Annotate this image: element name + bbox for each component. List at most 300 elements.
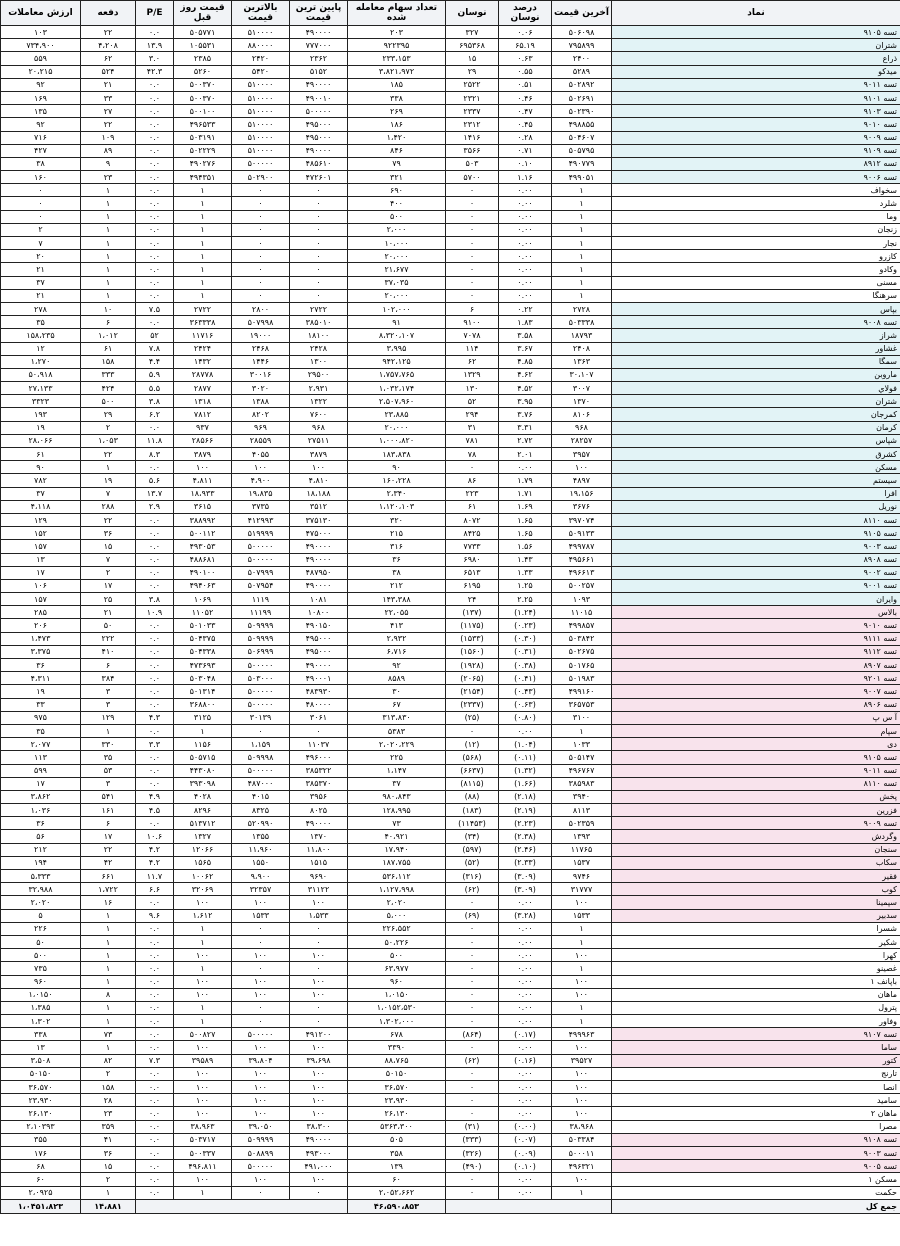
table-cell: ۹۰: [1, 461, 81, 474]
symbol-cell: وما: [612, 210, 900, 223]
table-cell: ۲۷۲۸: [552, 302, 612, 315]
table-cell: ۲،۳۴۰: [348, 487, 446, 500]
table-row[interactable]: [1, 448, 900, 461]
table-cell: ۱۵۸: [81, 355, 136, 368]
table-cell: ۲۹: [446, 65, 499, 78]
table-cell: ۰.۰۰: [499, 276, 552, 289]
table-cell: ۱۸،۱۸۸: [290, 487, 348, 500]
table-cell: ۱: [81, 962, 136, 975]
table-row[interactable]: [1, 1146, 900, 1159]
table-row[interactable]: [1, 606, 900, 619]
table-cell: ۳۰۲۰: [232, 382, 290, 395]
table-cell: ۳۹،۸۰۴: [232, 1054, 290, 1067]
table-row[interactable]: [1, 421, 900, 434]
table-row[interactable]: [1, 922, 900, 935]
table-cell: ۱.۵۶: [499, 540, 552, 553]
table-cell: ۵۰۱۰۳۳: [174, 619, 232, 632]
symbol-cell: تسه ۹۱۰۵: [612, 527, 900, 540]
table-row[interactable]: [1, 1160, 900, 1173]
table-row[interactable]: [1, 1067, 900, 1080]
table-row[interactable]: [1, 408, 900, 421]
column-header[interactable]: درصد نوسان: [499, 1, 552, 26]
table-cell: ۰: [232, 237, 290, 250]
table-cell: ۳: [81, 685, 136, 698]
table-cell: ۰.۰: [136, 1160, 174, 1173]
table-cell: ۵۴۲۰: [232, 65, 290, 78]
table-row[interactable]: [1, 1041, 900, 1054]
column-header[interactable]: نوسان: [446, 1, 499, 26]
table-cell: ۱۰۰: [552, 896, 612, 909]
table-row[interactable]: [1, 909, 900, 922]
table-cell: ۱۰۰: [174, 975, 232, 988]
column-header[interactable]: تعداد سهام معامله شده: [348, 1, 446, 26]
table-cell: ۵.۶: [136, 474, 174, 487]
table-cell: ۵۲: [446, 395, 499, 408]
column-header[interactable]: قیمت روز قبل: [174, 1, 232, 26]
table-cell: ۴۱۰: [81, 645, 136, 658]
table-cell: ۱۹۴: [1, 856, 81, 869]
table-cell: (۲.۳۸): [499, 830, 552, 843]
table-cell: ۵۱۰۰۰۰: [232, 131, 290, 144]
table-cell: ۰: [290, 223, 348, 236]
table-cell: ۵۹۹: [1, 764, 81, 777]
table-row[interactable]: [1, 777, 900, 790]
table-cell: ۰.۰: [136, 619, 174, 632]
table-cell: ۴۱۲۹۹۳: [232, 513, 290, 526]
symbol-cell: وگردش: [612, 830, 900, 843]
table-cell: ۸۶: [446, 474, 499, 487]
table-row[interactable]: [1, 645, 900, 658]
column-header[interactable]: پایین ترین قیمت: [290, 1, 348, 26]
table-row[interactable]: [1, 1107, 900, 1120]
table-cell: (۱۱۴۵۳): [446, 817, 499, 830]
table-cell: ۱۰۰: [552, 1094, 612, 1107]
table-cell: ۹۱: [348, 316, 446, 329]
table-cell: ۴،۸۱۰: [290, 474, 348, 487]
table-row[interactable]: [1, 65, 900, 78]
table-cell: ۷۰۷۸: [446, 329, 499, 342]
table-cell: ۱۰۰: [174, 1041, 232, 1054]
table-row[interactable]: [1, 26, 900, 39]
table-cell: (۰.۰۷): [499, 1133, 552, 1146]
table-row[interactable]: [1, 237, 900, 250]
table-row[interactable]: [1, 527, 900, 540]
table-cell: ۳۳۸: [1, 1028, 81, 1041]
table-row[interactable]: [1, 632, 900, 645]
column-header[interactable]: دفعه: [81, 1, 136, 26]
table-row[interactable]: [1, 223, 900, 236]
table-cell: ۲۲۵: [348, 751, 446, 764]
table-cell: (۶۲): [446, 1054, 499, 1067]
symbol-cell: کرمان: [612, 421, 900, 434]
table-cell: ۰: [232, 276, 290, 289]
table-row[interactable]: [1, 316, 900, 329]
total-volume: ۴۶،۵۹۰،۸۵۳: [348, 1199, 446, 1213]
table-row[interactable]: [1, 1133, 900, 1146]
table-row[interactable]: [1, 738, 900, 751]
table-cell: ۱۹: [1, 685, 81, 698]
table-cell: ۱: [174, 276, 232, 289]
table-cell: ۱: [552, 962, 612, 975]
table-cell: ۵۰۷۹۹۸: [232, 316, 290, 329]
table-cell: ۶: [81, 316, 136, 329]
table-row[interactable]: [1, 210, 900, 223]
table-cell: ۰.۰: [136, 751, 174, 764]
table-row[interactable]: [1, 870, 900, 883]
table-cell: ۳۹۵۲۷: [552, 1054, 612, 1067]
table-cell: ۰.۰: [136, 1107, 174, 1120]
table-cell: ۳۳۰: [81, 738, 136, 751]
table-cell: ۰.۰: [136, 171, 174, 184]
table-cell: ۱۳.۷: [136, 487, 174, 500]
table-cell: ۹۸۰،۸۴۳: [348, 790, 446, 803]
table-cell: ۰.۰: [136, 1120, 174, 1133]
table-cell: (۰.۳۱): [499, 645, 552, 658]
table-cell: ۱۵۳۳: [232, 909, 290, 922]
column-header[interactable]: آخرین قیمت: [552, 1, 612, 26]
table-cell: (۸۸): [446, 790, 499, 803]
table-cell: ۷۶۰۰: [290, 408, 348, 421]
table-cell: ۱،۴۷۳: [1, 632, 81, 645]
table-cell: ۱۱۷۶۵: [552, 843, 612, 856]
table-row[interactable]: [1, 276, 900, 289]
table-cell: ۰.۲۲: [499, 302, 552, 315]
table-row[interactable]: [1, 118, 900, 131]
table-row[interactable]: [1, 540, 900, 553]
table-cell: ۰.۰: [136, 513, 174, 526]
table-row[interactable]: [1, 698, 900, 711]
table-row[interactable]: [1, 197, 900, 210]
table-cell: ۳.۸: [136, 593, 174, 606]
table-cell: ۶۹۸۰: [446, 553, 499, 566]
table-row[interactable]: [1, 619, 900, 632]
table-cell: ۶.۲: [136, 408, 174, 421]
table-cell: (۸۶۴): [446, 1028, 499, 1041]
table-row[interactable]: [1, 856, 900, 869]
table-cell: ۳،۸۶۲: [1, 790, 81, 803]
table-row[interactable]: [1, 962, 900, 975]
table-row[interactable]: [1, 659, 900, 672]
table-cell: (۲.۴۶): [499, 843, 552, 856]
table-row[interactable]: [1, 78, 900, 91]
table-cell: ۰.۰۰: [499, 1107, 552, 1120]
table-cell: ۵،۳۳۳: [1, 870, 81, 883]
table-cell: ۱۰۰: [552, 1107, 612, 1120]
table-row[interactable]: [1, 131, 900, 144]
table-cell: ۸۴۲۵: [446, 527, 499, 540]
table-cell: ۱: [81, 909, 136, 922]
table-cell: ۱،۲۷۰: [1, 355, 81, 368]
table-row[interactable]: [1, 1120, 900, 1133]
table-cell: ۱۵۸،۲۳۵: [1, 329, 81, 342]
table-cell: ۳۵: [1, 316, 81, 329]
table-row[interactable]: [1, 434, 900, 447]
table-cell: ۰.۰۰: [499, 263, 552, 276]
table-cell: ۱۰۰: [290, 1067, 348, 1080]
table-row[interactable]: [1, 685, 900, 698]
table-row[interactable]: [1, 289, 900, 302]
table-cell: ۵۰۶۰۹۸: [552, 26, 612, 39]
table-cell: ۴۹۵۰۰۰: [290, 131, 348, 144]
table-cell: ۳۳۸: [348, 91, 446, 104]
table-cell: ۱۰۶۹: [174, 593, 232, 606]
table-cell: ۷۳۴،۹۰۰: [1, 39, 81, 52]
table-row[interactable]: [1, 1028, 900, 1041]
table-row[interactable]: [1, 513, 900, 526]
table-cell: ۶۰: [1, 1173, 81, 1186]
table-cell: ۲۴۶۸: [232, 342, 290, 355]
table-cell: ۳۸،۹۶۳: [174, 1120, 232, 1133]
table-cell: ۵۰۰: [348, 949, 446, 962]
table-cell: ۱۰۰: [174, 1094, 232, 1107]
table-cell: ۱: [174, 935, 232, 948]
table-row[interactable]: [1, 157, 900, 170]
table-cell: ۲.۰۱: [499, 448, 552, 461]
table-cell: ۵۳: [81, 764, 136, 777]
table-row[interactable]: [1, 52, 900, 65]
table-cell: ۱: [81, 1001, 136, 1014]
table-cell: ۷۳: [81, 1028, 136, 1041]
table-row[interactable]: [1, 579, 900, 592]
table-cell: ۳.۳: [136, 738, 174, 751]
table-cell: ۰.۰: [136, 157, 174, 170]
total-spacer: [136, 1199, 348, 1213]
table-row[interactable]: [1, 975, 900, 988]
table-cell: ۴.۸۵: [499, 355, 552, 368]
table-cell: ۰.۰: [136, 237, 174, 250]
column-header[interactable]: P/E: [136, 1, 174, 26]
table-cell: ۱: [174, 197, 232, 210]
table-cell: ۶۲: [81, 52, 136, 65]
table-cell: ۱۳۰۰: [290, 355, 348, 368]
table-cell: ۵۶: [1, 830, 81, 843]
table-cell: ۰: [446, 935, 499, 948]
table-row[interactable]: [1, 764, 900, 777]
table-cell: ۱۱۰۱۵: [552, 606, 612, 619]
symbol-cell: شپاس: [612, 434, 900, 447]
table-row[interactable]: [1, 593, 900, 606]
table-cell: ۰.۰۰: [499, 461, 552, 474]
table-row[interactable]: [1, 171, 900, 184]
symbol-cell: سمگا: [612, 355, 900, 368]
table-cell: ۳۶: [81, 1146, 136, 1159]
table-cell: ۵۱۰۰۰۰: [232, 144, 290, 157]
table-cell: ۳۹۵۶: [290, 790, 348, 803]
table-cell: ۲۸: [81, 1094, 136, 1107]
table-cell: (۰.۱۰): [499, 1160, 552, 1173]
table-cell: ۲: [81, 566, 136, 579]
table-row[interactable]: [1, 105, 900, 118]
table-cell: ۵۰۵۱۴۷: [552, 751, 612, 764]
table-row[interactable]: [1, 368, 900, 381]
table-cell: ۲۳،۹۳۰: [348, 1094, 446, 1107]
table-row[interactable]: [1, 1186, 900, 1199]
table-cell: ۱،۰۱۵۲،۵۳۰: [348, 1001, 446, 1014]
table-cell: (۳.۰۹): [499, 883, 552, 896]
table-cell: ۴،۲۰۸: [81, 39, 136, 52]
table-row[interactable]: [1, 395, 900, 408]
table-cell: ۱۲۹: [1, 513, 81, 526]
table-cell: ۳،۳۷۵: [1, 645, 81, 658]
table-cell: ۳.۵۸: [499, 329, 552, 342]
table-cell: ۳۳: [81, 91, 136, 104]
column-header[interactable]: ارزش معاملات: [1, 1, 81, 26]
table-cell: ۴۷۵۰۰۰: [290, 527, 348, 540]
table-row[interactable]: [1, 672, 900, 685]
table-cell: ۹۰: [348, 461, 446, 474]
table-cell: ۵۰۳۱۹۱: [174, 131, 232, 144]
table-row[interactable]: [1, 830, 900, 843]
table-cell: ۳.۸: [136, 395, 174, 408]
table-cell: ۴۹۰۰۰۰: [290, 78, 348, 91]
table-row[interactable]: [1, 250, 900, 263]
table-cell: ۵۵۹: [1, 52, 81, 65]
table-cell: ۲۶۹: [348, 105, 446, 118]
symbol-cell: حکمت: [612, 1186, 900, 1199]
table-cell: ۴.۵۲: [499, 382, 552, 395]
table-cell: ۲۲۳: [446, 487, 499, 500]
table-cell: ۰: [232, 184, 290, 197]
table-cell: ۰.۰: [136, 1041, 174, 1054]
table-row[interactable]: [1, 329, 900, 342]
total-row: [1, 1199, 900, 1213]
table-cell: ۵۳۶۳،۳۰۰: [348, 1120, 446, 1133]
table-cell: ۰.۰۰: [499, 935, 552, 948]
symbol-cell: غصینو: [612, 962, 900, 975]
table-cell: ۳۹۵۷: [552, 448, 612, 461]
table-cell: ۰: [1, 210, 81, 223]
table-row[interactable]: [1, 751, 900, 764]
table-cell: ۷۹: [348, 157, 446, 170]
table-row[interactable]: [1, 711, 900, 724]
symbol-cell: کازرو: [612, 250, 900, 263]
table-row[interactable]: [1, 988, 900, 1001]
table-cell: ۹.۶: [136, 909, 174, 922]
table-cell: ۰.۰۰: [499, 197, 552, 210]
table-row[interactable]: [1, 843, 900, 856]
table-row[interactable]: [1, 883, 900, 896]
table-cell: ۰.۰: [136, 289, 174, 302]
table-row[interactable]: [1, 949, 900, 962]
table-cell: (۱۵۶۰): [446, 645, 499, 658]
table-row[interactable]: [1, 1015, 900, 1028]
table-row[interactable]: [1, 91, 900, 104]
table-row[interactable]: [1, 342, 900, 355]
table-cell: ۱۰۳۳: [552, 738, 612, 751]
table-cell: ۱: [81, 289, 136, 302]
table-row[interactable]: [1, 724, 900, 737]
table-cell: ۳۶۵۷۵۳: [552, 698, 612, 711]
table-cell: ۰.۰: [136, 250, 174, 263]
table-cell: ۳۰،۱۰۷: [552, 368, 612, 381]
table-row[interactable]: [1, 804, 900, 817]
table-cell: ۱،۰۱۵۰: [348, 988, 446, 1001]
table-cell: ۴۹۶،۸۱۱: [174, 1160, 232, 1173]
table-cell: ۸۲۰۲: [232, 408, 290, 421]
table-cell: ۱۳۵: [1, 105, 81, 118]
table-cell: ۰.۰: [136, 461, 174, 474]
table-cell: ۱: [81, 461, 136, 474]
table-cell: ۱۰۰: [232, 1081, 290, 1094]
table-cell: ۱،۰۳۶: [1, 804, 81, 817]
table-cell: (۰.۳۸): [499, 659, 552, 672]
table-cell: ۴۷۳۶۹۳: [174, 659, 232, 672]
table-row[interactable]: [1, 144, 900, 157]
table-cell: ۴۲۷: [1, 144, 81, 157]
table-cell: ۰.۰: [136, 553, 174, 566]
table-cell: ۱۳۲۹: [446, 368, 499, 381]
column-header[interactable]: بالاترین قیمت: [232, 1, 290, 26]
table-row[interactable]: [1, 896, 900, 909]
table-cell: ۰.۰: [136, 527, 174, 540]
table-cell: ۰.۰: [136, 935, 174, 948]
table-row[interactable]: [1, 184, 900, 197]
table-cell: ۳،۹۹۵: [348, 342, 446, 355]
table-cell: ۰: [446, 1173, 499, 1186]
table-cell: ۱۵۵۰: [232, 856, 290, 869]
symbol-cell: تسه ۹۰۰۳: [612, 1146, 900, 1159]
table-cell: ۲۷: [81, 105, 136, 118]
table-row[interactable]: [1, 487, 900, 500]
table-cell: ۵۲۴: [81, 65, 136, 78]
symbol-cell: تسه ۹۱۰۸: [612, 1133, 900, 1146]
table-row[interactable]: [1, 1001, 900, 1014]
table-row[interactable]: [1, 263, 900, 276]
table-cell: ۸۱۱۳: [552, 804, 612, 817]
table-cell: ۲۱،۶۷۷: [348, 263, 446, 276]
table-row[interactable]: [1, 566, 900, 579]
table-cell: ۳۸۷۹: [174, 448, 232, 461]
table-row[interactable]: [1, 39, 900, 52]
table-cell: ۳۲۳۵۷: [232, 883, 290, 896]
table-cell: ۱: [552, 276, 612, 289]
table-row[interactable]: [1, 1094, 900, 1107]
table-cell: ۱.۶۵: [499, 513, 552, 526]
table-cell: ۳۸۵۳۲۲: [290, 764, 348, 777]
table-cell: ۰.۰: [136, 949, 174, 962]
table-cell: ۹۷۴۶: [552, 870, 612, 883]
table-cell: ۵۰۰۰۰۰: [290, 105, 348, 118]
table-row[interactable]: [1, 461, 900, 474]
symbol-cell: وکادو: [612, 263, 900, 276]
table-cell: ۰: [446, 289, 499, 302]
table-row[interactable]: [1, 500, 900, 513]
table-row[interactable]: [1, 935, 900, 948]
table-row[interactable]: [1, 790, 900, 803]
table-row[interactable]: [1, 474, 900, 487]
table-cell: ۹۲: [1, 78, 81, 91]
table-row[interactable]: [1, 1173, 900, 1186]
table-row[interactable]: [1, 382, 900, 395]
table-row[interactable]: [1, 355, 900, 368]
table-row[interactable]: [1, 1054, 900, 1067]
table-cell: ۳۰: [348, 685, 446, 698]
table-cell: ۱،۰۰۰،۸۲۰: [348, 434, 446, 447]
table-cell: ۵۰۴۳۳۸: [174, 645, 232, 658]
table-row[interactable]: [1, 1081, 900, 1094]
table-cell: ۱۰۰: [174, 1067, 232, 1080]
table-cell: ۳۹،۶۹۸: [290, 1054, 348, 1067]
symbol-cell: باپانف ۱: [612, 975, 900, 988]
table-cell: (۵۹۷): [446, 843, 499, 856]
table-cell: ۱۸۵: [348, 78, 446, 91]
column-header[interactable]: نماد: [612, 1, 900, 26]
table-cell: ۵۰۰۱۰۰: [174, 105, 232, 118]
table-row[interactable]: [1, 817, 900, 830]
table-row[interactable]: [1, 302, 900, 315]
table-cell: ۳۱: [446, 421, 499, 434]
table-row[interactable]: [1, 553, 900, 566]
